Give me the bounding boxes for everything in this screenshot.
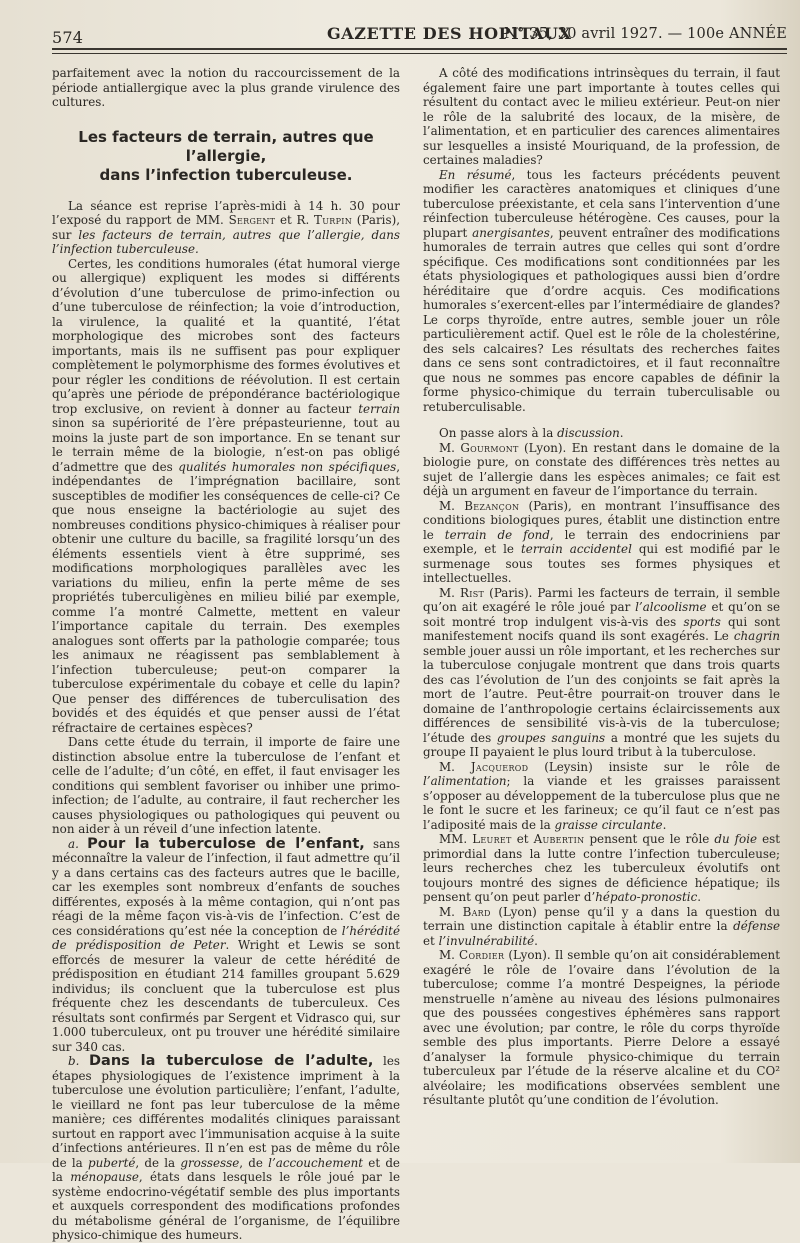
report-title: les facteurs de terrain, autres que l’allergie, dans l’infection tuberculeuse. (52, 227, 400, 256)
subheading: Pour la tuberculose de l’enfant, (87, 835, 365, 852)
speaker-name: Gourmont (460, 440, 519, 455)
left-column (52, 66, 400, 1243)
paragraph: La séance est reprise l’après-midi à 14 h. 30 pour l’exposé du rapport de MM. Sergent et R. Turpin (Paris), sur les facteurs de terrain, autres que l’allergie, dans l’infection tuberculeuse. (52, 198, 400, 256)
header-rule-thick (52, 48, 787, 50)
page-number: 574 (52, 28, 84, 47)
continued-paragraph: parfaitement avec la notion du raccourcissement de la période antiallergique avec la plus grande virulence des cultures. (52, 66, 400, 109)
speaker-name: Bard (462, 904, 491, 919)
paragraph: MM. Leuret et Aubertin pensent que le rôle du foie est primordial dans la lutte contre l’infection tuberculeuse; leurs recherches chez les tuberculeux évolutifs ont toujours montré des signes de déficience hépatique; ils pensent qu’on peut parler d’hépato-pronostic. (423, 832, 781, 904)
paragraph: M. Bezançon (Paris), en montrant l’insuffisance des conditions biologiques pures, établit une distinction entre le terrain de fond, le terrain des endocriniens par exemple, et le terrain accidentel qui est modifié par le surmenage sous toutes ses formes physiques et intellectuelles. (423, 498, 781, 585)
paragraph: M. Bard (Lyon) pense qu’il y a dans la question du terrain une distinction capitale à établir entre la défense et l’invulnérabilité. (423, 904, 780, 948)
paragraph: M. Cordier (Lyon). Il semble qu’on ait considérablement exagéré le rôle de l’ovaire dans l’évolution de la tuberculose; comme l’a montré Despeignes, la période menstruelle n’amène au niveau des lésions pulmonaires que des poussées congestives éphémères sans rapport avec une évolution; par contre, le rôle du corps thyroïde semble des plus importants. Pierre Delore a essayé d’analyser la formule physico-chimique du terrain tuberculeux par l’étude de la réserve alcaline et du CO² alvéolaire; les modifications observées semblent une résultante plutôt qu’une condition de l’évolution. (423, 948, 780, 1107)
speaker-name: Jacquerod (470, 759, 529, 774)
author-name: Sergent (228, 213, 276, 227)
speaker-name: Leuret (472, 832, 512, 846)
speaker-name: Cordier (459, 948, 505, 962)
section-title-line-2: dans l’infection tuberculeuse. (99, 165, 353, 184)
page-header (52, 20, 787, 50)
paragraph: On passe alors à la discussion. (439, 426, 624, 440)
paragraph: En résumé, tous les facteurs précédents peuvent modifier les caractères anatomiques et cliniques d’une tuberculose préexistante, et cela sans l’intervention d’une réinfection tuberculeuse hétérogène. Ces causes, pour la plupart anergisantes, peuvent entraîner des modifications humorales de terrain autres que celles qui sont d’ordre spécifique. Ces modifications sont conditionnées par les états physiologiques et pathologiques aussi bien d’ordre héréditaire que d’ordre acquis. Ces modifications humorales s’exercent-elles par l’intermédiaire de glandes? Le corps thyroïde, entre autres, semble jouer un rôle particulièrement actif. Quel est le rôle de la cholestérine, des sels calcaires? Les résultats des recherches faites dans ce sens sont contradictoires, et il faut reconnaître que nous ne sommes pas encore capables de définir la forme physico-chimique du terrain tuberculisable ou retuberculisable. (423, 167, 781, 414)
paragraph: Certes, les conditions humorales (état humoral vierge ou allergique) expliquent les modes si différents d’évolution d’une tuberculose de primo-infection ou d’une tuberculose de réinfection; la voie d’introduction, la virulence, la qualité et la quantité, l’état morphologique des microbes sont des facteurs importants, mais ils ne suffisent pas pour expliquer complètement le polymorphisme des formes évolutives et pour régler les conditions de réévolution. Il est certain qu’après une période de prépondérance bactériologique trop exclusive, on revient à donner au facteur terrain sinon sa supériorité de l’ère prépasteurienne, tout au moins la juste part de son importance. En se tenant sur le terrain même de la biologie, n’est-on pas obligé d’admettre que des qualités humorales non spécifiques, indépendantes de l’imprégnation bacillaire, sont susceptibles de modifier les conséquences de celle-ci? Ce que nous enseigne la bactériologie au sujet des nombreuses conditions physico-chimiques à réaliser pour obtenir une culture du bacille, sa fragilité lorsqu’un des éléments essentiels vient à être supprimé, ses modifications morphologiques parallèles avec les variations du milieu, enfin la perte même de ses propriétés tuberculigènes en milieu bilié par exemple, comme l’a montré Calmette, mettent en valeur l’importance capitale du terrain. Des exemples analogues sont offerts par la pathologie comparée; tous les animaux ne réagissent pas semblablement à l’infection tuberculeuse; peut-on comparer la tuberculose expérimentale du cobaye et celle du lapin? Que penser des différences de tuberculisation des bovidés et des équidés et que penser aussi de l’état réfractaire de certaines espèces? (52, 256, 401, 735)
subheading: Dans la tuberculose de l’adulte, (89, 1053, 374, 1069)
issue-info: N° 35, 30 avril 1927. — 100e ANNÉE (504, 26, 787, 42)
header-rule-thin (52, 53, 787, 54)
paragraph: M. Rist (Paris). Parmi les facteurs de terrain, il semble qu’on ait exagéré le rôle joué par l’alcoolisme et qu’on se soit montré trop indulgent vis-à-vis des sports qui sont manifestement nocifs quand ils sont exagérés. Le chagrin semble jouer aussi un rôle important, et les recherches sur la tuberculose conjugale montrent que dans trois quarts des cas l’évolution de l’un des conjoints se fait après la mort de l’autre. Peut-être pourrait-on trouver dans le domaine de l’anthropologie certains éclaircissements aux différences de sensibilité vis-à-vis de la tuberculose; l’étude des groupes sanguins a montré que les sujets du groupe II payaient le plus lourd tribut à la tuberculose. (423, 585, 781, 759)
speaker-name: Bezançon (464, 498, 520, 513)
journal-title: GAZETTE DES HOPITAUX (327, 24, 572, 43)
paragraph: M. Gourmont (Lyon). En restant dans le domaine de la biologie pure, on constate des différences très nettes au sujet de l’allergie dans les espèces animales; ce fait est déjà un argument en faveur de l’importance du terrain. (423, 440, 780, 498)
paragraph: a. Pour la tuberculose de l’enfant, sans méconnaître la valeur de l’infection, il faut admettre qu’il y a dans certains cas des facteurs autres que le bacille, car les exemples sont nombreux d’enfants de souches différentes, exposés à la même contagion, qui n’ont pas réagi de la même façon vis-à-vis de l’infection. C’est de ces considérations qu’est née la conception de l’hérédité de prédisposition de Peter. Wright et Lewis se sont efforcés de mesurer la valeur de cette hérédité de prédisposition en étudiant 214 familles groupant 5.629 individus; ils concluent que la tuberculose est plus fréquente chez les descendants de tuberculeux. Ces résultats sont confirmés par Sergent et Vidrasco qui, sur 1.000 tuberculeux, ont pu trouver une hérédité similaire sur 340 cas. (52, 835, 401, 1054)
right-column (423, 66, 780, 1108)
paragraph: Dans cette étude du terrain, il importe de faire une distinction absolue entre la tuberculose de l’enfant et celle de l’adulte; d’un côté, en effet, il faut envisager les conditions qui semblent favoriser ou inhiber une primo-infection; de l’adulte, au contraire, il faut rechercher les causes physiologiques ou pathologiques qui peuvent ou non aider à un réveil d’une infection latente. (52, 735, 400, 836)
paragraph: M. Jacquerod (Leysin) insiste sur le rôle de l’alimentation; la viande et les graisses paraissent s’opposer au développement de la tuberculose plus que ne le font le sucre et les farineux; ce qu’il faut ce n’est pas l’adiposité mais de la graisse circulante. (423, 759, 780, 832)
author-name: Turpin (314, 213, 353, 227)
speaker-name: Rist (460, 585, 485, 600)
section-title-line-1: Les facteurs de terrain, autres que l’allergie, (78, 127, 374, 165)
section-title (52, 128, 400, 185)
paragraph: A côté des modifications intrinsèques du terrain, il faut également faire une part importante à toutes celles qui résultent du contact avec le milieu extérieur. Peut-on nier le rôle de la salubrité des locaux, de la misère, de l’alimentation, et en particulier des carences alimentaires sur lesquelles a insisté Mouriquand, de la profession, de certaines maladies? (423, 66, 780, 167)
speaker-name: Aubertin (533, 832, 585, 846)
paragraph: b. Dans la tuberculose de l’adulte, les étapes physiologiques de l’existence impriment à la tuberculose une évolution particulière; l’enfant, l’adulte, le vieillard ne font pas leur tuberculose de la même manière; ces différentes modalités cliniques paraissant surtout en rapport avec l’immunisation acquise à la suite d’infections antérieures. Il n’en est pas de même du rôle de la puberté, de la grossesse, de l’accouchement et de la ménopause, états dans lesquels le rôle joué par le système endocrino-végétatif semble des plus importants et auxquels correspondent des modifications profondes du métabolisme général de l’organisme, de l’équilibre physico-chimique des humeurs. (52, 1053, 400, 1242)
